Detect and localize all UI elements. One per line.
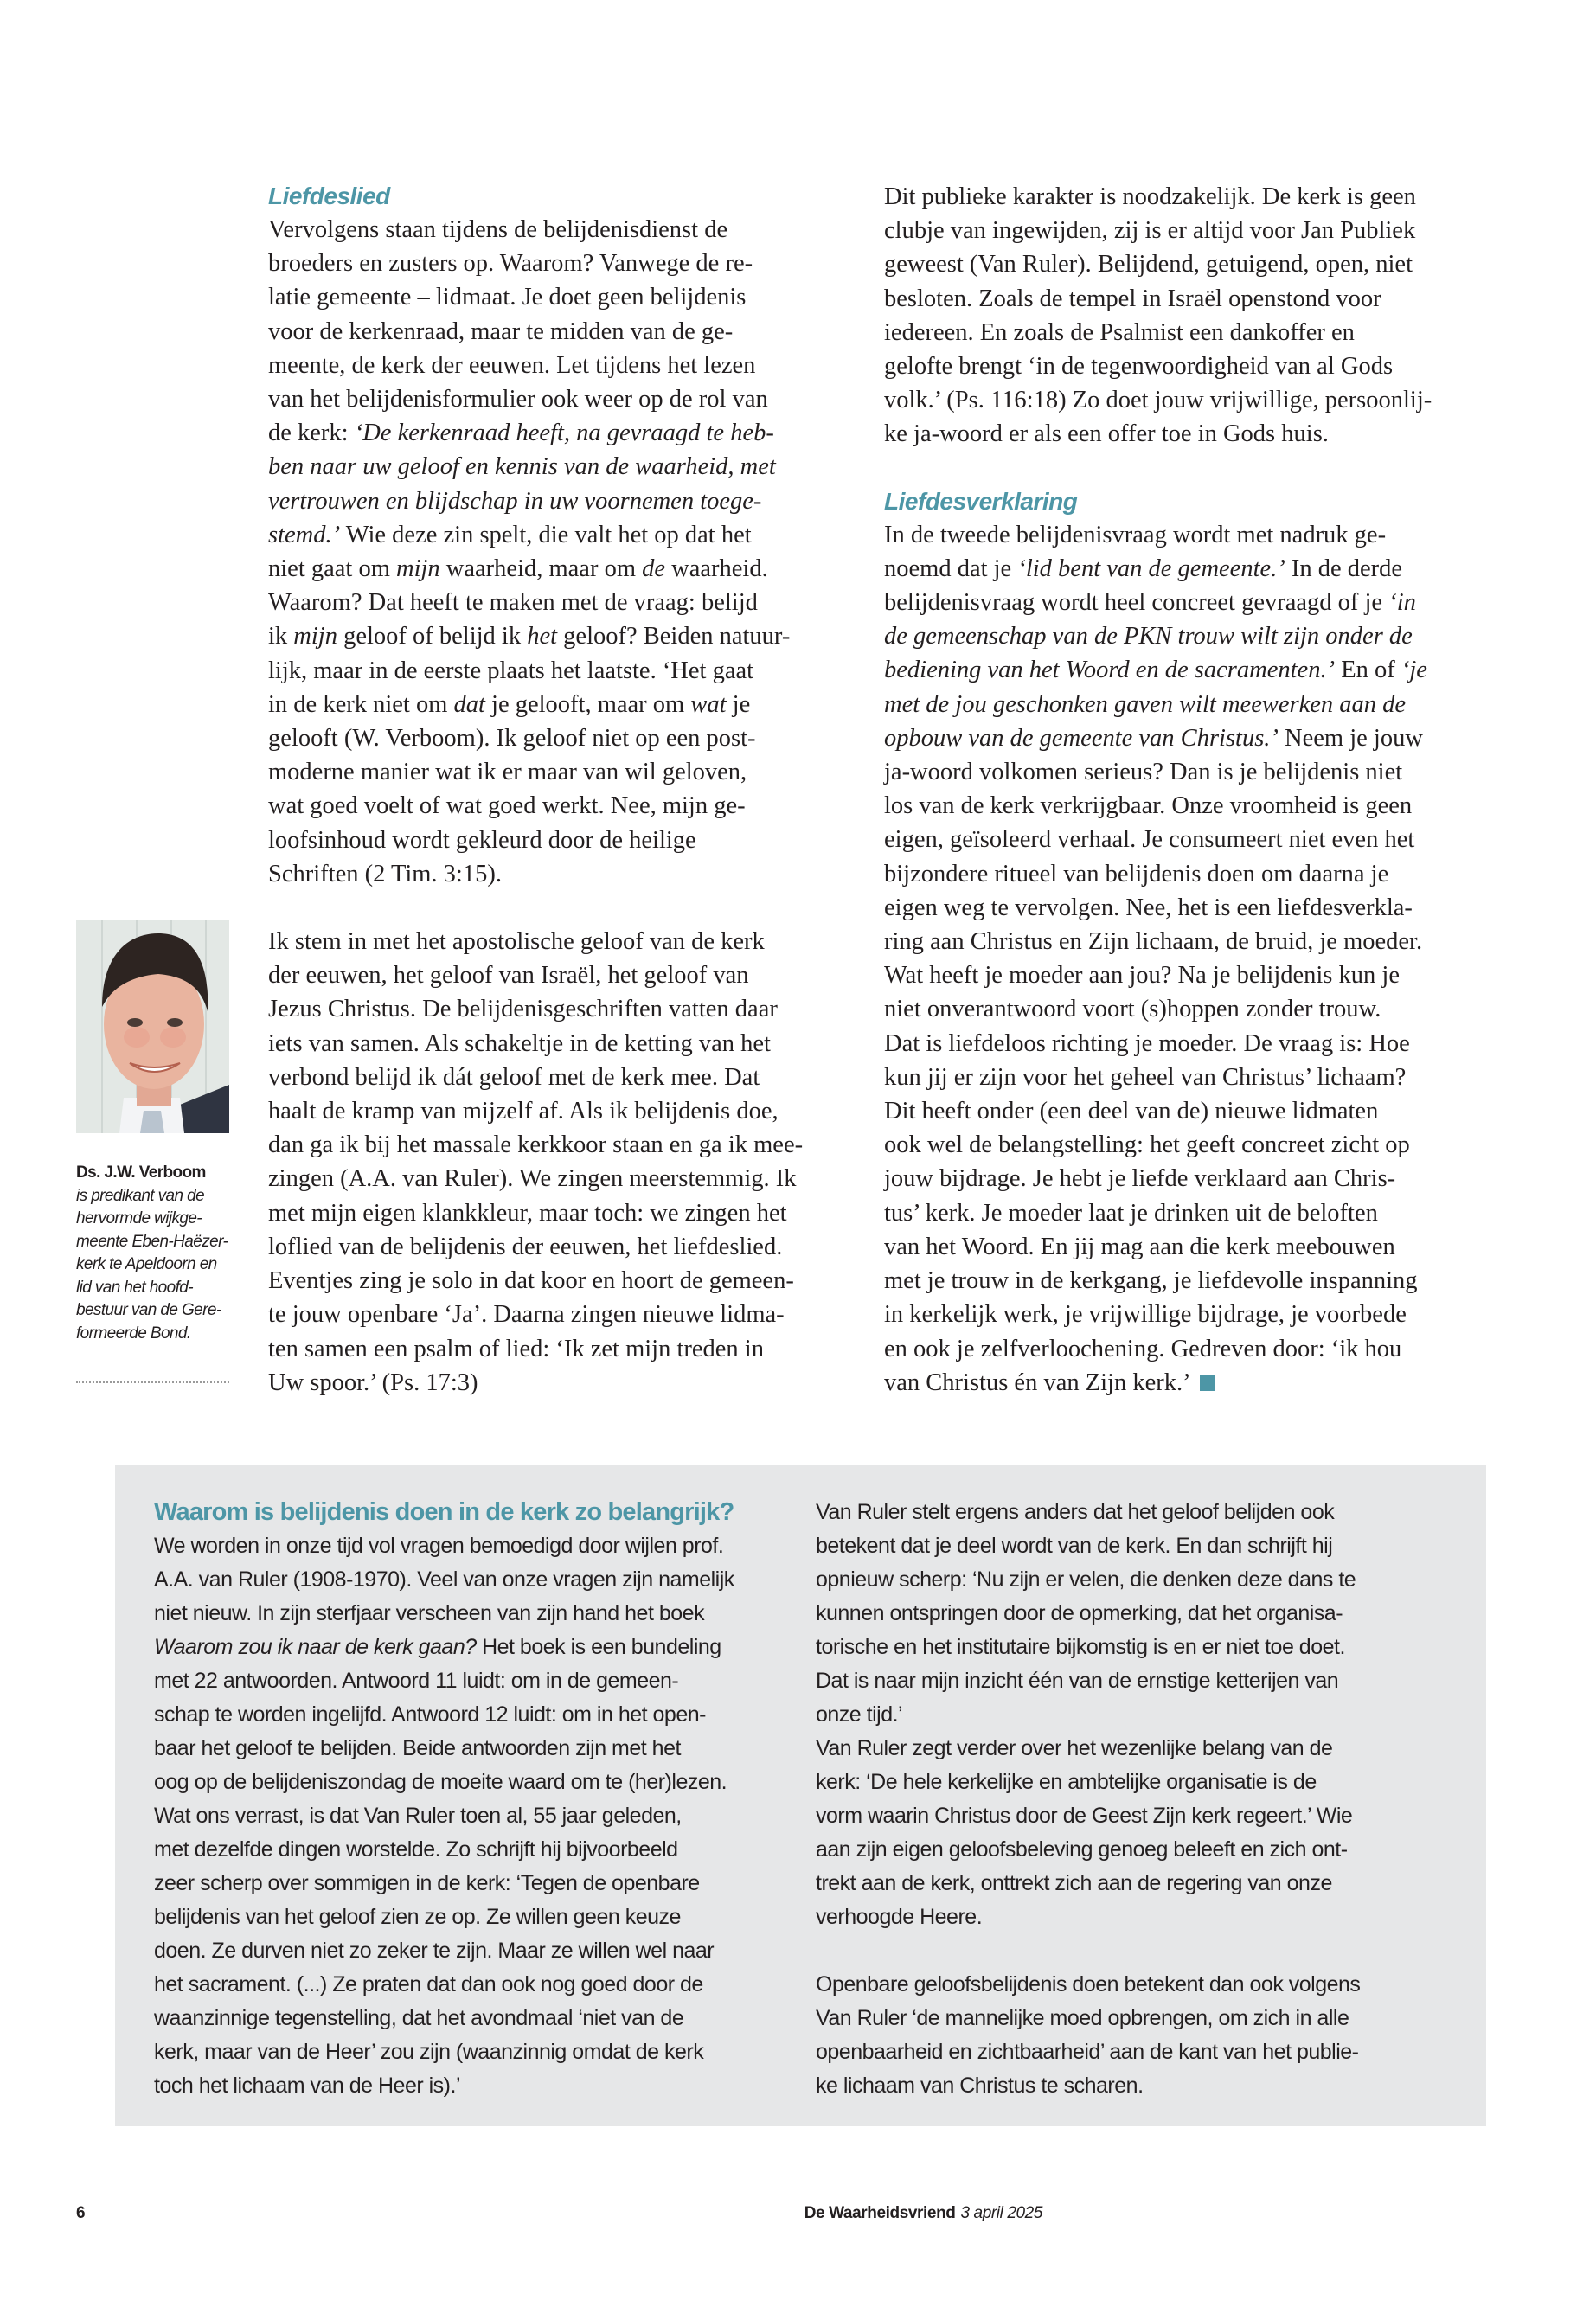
text-segment: belijdenisvraag wordt heel concreet gevraagd of je <box>884 589 1389 617</box>
text-segment: met je trouw in de kerkgang, je liefdevolle inspanning <box>884 1267 1418 1295</box>
text-line <box>154 1732 794 1766</box>
text-segment: ja-woord volkomen serieus? Dan is je belijdenis niet <box>884 759 1403 786</box>
page-number: 6 <box>76 2204 86 2222</box>
text-line <box>154 1934 794 1968</box>
text-line <box>154 1529 794 1563</box>
text-line <box>268 416 848 450</box>
text-segment: waarheid, maar om <box>439 555 643 583</box>
section-heading-liefdesverklaring: Liefdesverklaring <box>884 487 1078 515</box>
text-segment: je <box>726 690 751 718</box>
text-line <box>268 857 848 891</box>
text-line <box>268 382 848 416</box>
text-segment: wat goed voelt of wat goed werkt. Nee, mijn ge- <box>268 792 746 820</box>
text-line <box>268 450 848 484</box>
text-line <box>884 992 1464 1026</box>
text-segment: noemd dat je <box>884 554 1018 582</box>
text-line <box>154 1631 794 1664</box>
text-line: zingen (A.A. van Ruler). We zingen meerstemmig. Ik <box>268 1165 797 1193</box>
sidebar-box-title: Waarom is belijdenis doen in de kerk zo belangrijk? <box>154 1498 734 1526</box>
text-line <box>884 1027 1464 1061</box>
text-line: onze tijd.’ <box>816 1702 903 1727</box>
section-heading-liefdeslied: Liefdeslied <box>268 183 390 209</box>
text-line <box>884 653 1464 687</box>
text-line: volk.’ (Ps. 116:18) Zo doet jouw vrijwillige, persoonlij- <box>884 387 1433 414</box>
text-line <box>154 2002 794 2035</box>
text-segment: los van de kerk verkrijgbaar. Onze vroomheid is geen <box>884 792 1413 820</box>
text-segment: eigen weg te vervolgen. Nee, het is een liefdesverkla- <box>884 894 1413 921</box>
text-line <box>884 688 1464 721</box>
text-segment: waanzinnige tegenstelling, dat het avondmaal ‘niet van de <box>154 2006 684 2030</box>
sidebar-box <box>115 1465 1486 2126</box>
text-line <box>154 1900 794 1934</box>
paragraph-gap <box>816 1934 1456 1968</box>
text-segment: en ook je zelfverloochening. Gedreven door: ‘ik hou <box>884 1335 1402 1362</box>
text-line <box>154 1597 794 1631</box>
text-line <box>268 552 848 586</box>
text-line <box>884 857 1464 891</box>
text-line: Van Ruler stelt ergens anders dat het geloof belijden ook <box>816 1500 1335 1524</box>
text-segment: belijdenis van het geloof zien ze op. Ze willen geen keuze <box>154 1905 681 1929</box>
text-line: loflied van de belijdenis der eeuwen, het liefdeslied. <box>268 1233 783 1260</box>
text-line: Openbare geloofsbelijdenis doen betekent dan ook volgens <box>816 1972 1361 1997</box>
italic-text: dat <box>453 690 485 718</box>
text-segment: Wat ons verrast, is dat Van Ruler toen al, 55 jaar geleden, <box>154 1804 682 1828</box>
text-line: besloten. Zoals de tempel in Israël openstond voor <box>884 285 1381 312</box>
text-line <box>884 1094 1464 1128</box>
text-line: Van Ruler zegt verder over het wezenlijke belang van de <box>816 1736 1333 1760</box>
text-line <box>154 1766 794 1799</box>
text-line <box>884 518 1464 552</box>
text-segment: eigen, geïsoleerd verhaal. Je consumeert niet even het <box>884 826 1415 854</box>
text-segment: tus’ kerk. Je moeder laat je drinken uit de beloften <box>884 1199 1378 1227</box>
text-line: kunnen ontspringen door de opmerking, dat het organisa- <box>816 1601 1343 1625</box>
text-line: verhoogde Heere. <box>816 1905 983 1929</box>
text-line <box>268 789 848 823</box>
text-segment: loofsinhoud wordt gekleurd door de heilige <box>268 826 696 854</box>
text-line <box>268 518 848 552</box>
sidebar-box-paragraph-2 <box>816 1496 1456 1934</box>
text-segment: toch het lichaam van de Heer is).’ <box>154 2073 461 2098</box>
sidebar-box-paragraph-3 <box>816 1968 1456 2103</box>
text-segment: van Christus én van Zijn kerk.’ <box>884 1368 1191 1396</box>
text-line: is predikant van de <box>76 1186 205 1205</box>
italic-text: opbouw van de gemeente van Christus.’ <box>884 724 1279 752</box>
text-line: Jezus Christus. De belijdenisgeschriften vatten daar <box>268 996 778 1023</box>
text-segment: Het boek is een bundeling <box>476 1635 721 1659</box>
text-line: Uw spoor.’ (Ps. 17:3) <box>268 1368 478 1396</box>
text-segment: jouw bijdrage. Je hebt je liefde verklaard aan Chris- <box>884 1165 1396 1193</box>
text-line: Dat is naar mijn inzicht één van de ernstige ketterijen van <box>816 1669 1339 1693</box>
text-segment: baar het geloof te belijden. Beide antwoorden zijn met het <box>154 1736 681 1760</box>
text-segment: In de tweede belijdenisvraag wordt met nadruk ge- <box>884 521 1387 548</box>
italic-text: bediening van het Woord en de sacramenten.’ <box>884 657 1336 684</box>
text-segment: meente, de kerk der eeuwen. Let tijdens het lezen <box>268 351 756 379</box>
text-segment: Vervolgens staan tijdens de belijdenisdienst de <box>268 216 728 243</box>
text-line <box>884 755 1464 789</box>
italic-text: de <box>642 555 666 583</box>
text-line <box>884 552 1464 586</box>
text-line: openbaarheid en zichtbaarheid’ aan de kant van het publie- <box>816 2040 1359 2064</box>
magazine-name: De Waarheidsvriend <box>804 2204 956 2222</box>
text-line <box>268 349 848 382</box>
text-line: aan zijn eigen geloofsbeleving genoeg beleeft en zich ont- <box>816 1837 1348 1862</box>
text-line: betekent dat je deel wordt van de kerk. En dan schrijft hij <box>816 1534 1333 1558</box>
italic-text: mijn <box>396 555 440 583</box>
text-line: Ik stem in met het apostolische geloof van de kerk <box>268 928 765 956</box>
text-line <box>884 958 1464 992</box>
text-line <box>154 2035 794 2069</box>
text-line <box>884 891 1464 925</box>
text-line <box>884 1128 1464 1162</box>
text-segment: Waarom? Dat heeft te maken met de vraag: belijd <box>268 589 758 617</box>
text-segment: Dit heeft onder (een deel van de) nieuwe lidmaten <box>884 1098 1379 1125</box>
text-segment: de kerk: <box>268 420 355 447</box>
text-line: opnieuw scherp: ‘Nu zijn er velen, die denken deze dans te <box>816 1567 1356 1592</box>
text-line: dan ga ik bij het massale kerkkoor staan en ga ik mee- <box>268 1131 804 1159</box>
text-line <box>268 755 848 789</box>
sidebar-box-left-column <box>154 1496 794 2103</box>
text-segment: moderne manier wat ik er maar van wil geloven, <box>268 759 747 786</box>
article-left-column <box>268 180 848 1400</box>
text-line: Eventjes zing je solo in dat koor en hoort de gemeen- <box>268 1267 794 1295</box>
text-line: ten samen een psalm of lied: ‘Ik zet mijn treden in <box>268 1335 764 1362</box>
text-segment: doen. Ze durven niet zo zeker te zijn. Maar ze willen wel naar <box>154 1939 715 1963</box>
text-line <box>884 1230 1464 1264</box>
text-line <box>884 619 1464 653</box>
text-line: Van Ruler ‘de mannelijke moed opbrengen, om zich in alle <box>816 2006 1349 2030</box>
text-segment: schap te worden ingelijfd. Antwoord 12 luidt: om in het open- <box>154 1702 706 1727</box>
text-line <box>268 247 848 280</box>
italic-text: ben naar uw geloof en kennis van de waarheid, met <box>268 453 776 481</box>
text-line <box>884 823 1464 856</box>
text-segment: je gelooft, maar om <box>484 690 691 718</box>
italic-text: ‘in <box>1388 589 1416 617</box>
text-line: hervormde wijkge- <box>76 1209 202 1227</box>
text-line: gelofte brengt ‘in de tegenwoordigheid van al Gods <box>884 353 1394 381</box>
article-right-column <box>884 180 1464 1400</box>
text-line: iets van samen. Als schakeltje in de ketting van het <box>268 1029 771 1057</box>
italic-text: Waarom zou ik naar de kerk gaan? <box>154 1635 477 1659</box>
text-segment: broeders en zusters op. Waarom? Vanwege de re- <box>268 250 753 278</box>
author-photo <box>76 920 229 1133</box>
text-segment: Dat is liefdeloos richting je moeder. De vraag is: Hoe <box>884 1029 1410 1057</box>
text-line <box>154 1799 794 1833</box>
italic-text: wat <box>690 690 727 718</box>
text-line: te jouw openbare ‘Ja’. Daarna zingen nieuwe lidma- <box>268 1301 785 1329</box>
text-line: iedereen. En zoals de Psalmist een dankoffer en <box>884 318 1355 346</box>
text-line: haalt de kramp van mijzelf af. Als ik belijdenis doe, <box>268 1098 779 1125</box>
text-line: der eeuwen, het geloof van Israël, het geloof van <box>268 962 749 990</box>
text-line <box>884 1366 1464 1400</box>
text-line: clubje van ingewijden, zij is er altijd voor Jan Publiek <box>884 217 1416 245</box>
text-line: torische en het institutaire bijkomstig is en er niet toe doet. <box>816 1635 1345 1659</box>
text-segment: in kerkelijk werk, je vrijwillige bijdrage, je voorbede <box>884 1301 1407 1329</box>
text-line <box>268 315 848 349</box>
text-line: meente Eben-Haëzer- <box>76 1232 228 1251</box>
text-line: verbond belijd ik dát geloof met de kerk mee. Dat <box>268 1063 760 1091</box>
text-segment: We worden in onze tijd vol vragen bemoedigd door wijlen prof. <box>154 1534 724 1558</box>
text-segment: geloof of belijd ik <box>337 623 528 651</box>
paragraph-liefdeslied-1 <box>268 213 848 891</box>
text-segment: met 22 antwoorden. Antwoord 11 luidt: om in de gemeen- <box>154 1669 679 1693</box>
text-line <box>268 824 848 857</box>
italic-text: mijn <box>293 623 337 651</box>
italic-text: het <box>527 623 558 651</box>
text-line: formeerde Bond. <box>76 1324 191 1343</box>
text-line: lid van het hoofd- <box>76 1278 193 1297</box>
italic-text: de gemeenschap van de PKN trouw wilt zijn onder de <box>884 623 1413 651</box>
italic-text: met de jou geschonken gaven wilt meewerken aan de <box>884 690 1407 718</box>
text-line <box>154 1867 794 1900</box>
text-segment: niet nieuw. In zijn sterfjaar verscheen van zijn hand het boek <box>154 1601 705 1625</box>
text-line <box>154 1664 794 1698</box>
text-line <box>154 1698 794 1732</box>
text-segment: lijk, maar in de eerste plaats het laatste. ‘Het gaat <box>268 657 754 684</box>
text-line <box>884 789 1464 823</box>
text-line <box>884 721 1464 755</box>
text-line <box>268 688 848 721</box>
text-line: geweest (Van Ruler). Belijdend, getuigend, open, niet <box>884 251 1413 279</box>
text-line <box>268 654 848 688</box>
text-segment: gelooft (W. Verboom). Ik geloof niet op een post- <box>268 725 756 753</box>
text-line: kerk: ‘De hele kerkelijke en ambtelijke organisatie is de <box>816 1770 1317 1794</box>
sidebar-box-right-column <box>816 1496 1456 2103</box>
text-segment: met dezelfde dingen worstelde. Zo schrijft hij bijvoorbeeld <box>154 1837 678 1862</box>
text-segment: waarheid. <box>665 555 768 583</box>
text-line: kerk te Apeldoorn en <box>76 1255 217 1273</box>
text-line <box>268 586 848 619</box>
text-line <box>884 1162 1464 1195</box>
text-segment: oog op de belijdeniszondag de moeite waard om te (her)lezen. <box>154 1770 727 1794</box>
italic-text: ‘De kerkenraad heeft, na gevraagd te heb- <box>354 420 774 447</box>
text-line <box>154 1833 794 1867</box>
portrait-illustration <box>76 920 229 1133</box>
text-segment: Wie deze zin spelt, die valt het op dat het <box>340 521 752 548</box>
author-name: Ds. J.W. Verboom <box>76 1163 206 1182</box>
sidebar-box-paragraph-1 <box>154 1529 794 2103</box>
text-line: ke ja-woord er als een offer toe in Gods huis. <box>884 420 1329 448</box>
italic-text: ‘lid bent van de gemeente.’ <box>1017 554 1285 582</box>
text-line <box>154 2069 794 2103</box>
text-segment: A.A. van Ruler (1908-1970). Veel van onze vragen zijn namelijk <box>154 1567 734 1592</box>
text-line: trekt aan de kerk, onttrekt zich aan de regering van onze <box>816 1871 1332 1895</box>
text-segment: In de derde <box>1285 554 1403 582</box>
text-line <box>884 1196 1464 1230</box>
text-line: vorm waarin Christus door de Geest Zijn kerk regeert.’ Wie <box>816 1804 1353 1828</box>
text-line: Dit publieke karakter is noodzakelijk. De kerk is geen <box>884 183 1416 210</box>
text-segment: latie gemeente – lidmaat. Je doet geen belijdenis <box>268 284 747 311</box>
text-segment: bijzondere ritueel van belijdenis doen om daarna je <box>884 860 1389 888</box>
paragraph-publiek-karakter <box>884 180 1464 452</box>
text-line <box>884 1332 1464 1366</box>
text-segment: zeer scherp over sommigen in de kerk: ‘Tegen de openbare <box>154 1871 700 1895</box>
text-line <box>884 586 1464 619</box>
text-line <box>884 1264 1464 1298</box>
text-segment: kun jij er zijn voor het geheel van Christus’ lichaam? <box>884 1063 1407 1091</box>
end-of-article-square-icon <box>1200 1375 1215 1391</box>
text-segment: Schriften (2 Tim. 3:15). <box>268 860 502 888</box>
text-line <box>268 280 848 314</box>
text-line <box>268 721 848 755</box>
text-segment: Neem je jouw <box>1278 724 1423 752</box>
italic-text: stemd.’ <box>268 521 341 548</box>
text-segment: van het belijdenisformulier ook weer op de rol van <box>268 386 768 413</box>
text-line <box>884 925 1464 958</box>
italic-text: ‘je <box>1401 657 1427 684</box>
issue-date: 3 april 2025 <box>960 2204 1042 2222</box>
author-bio <box>76 1185 229 1346</box>
text-segment: het sacrament. (...) Ze praten dat dan ook nog goed door de <box>154 1972 703 1997</box>
text-line <box>268 213 848 247</box>
text-line <box>268 619 848 653</box>
text-line <box>884 1061 1464 1094</box>
text-segment: geloof? Beiden natuur- <box>557 623 791 651</box>
text-segment: ik <box>268 623 294 651</box>
text-segment: in de kerk niet om <box>268 690 454 718</box>
text-line <box>884 1298 1464 1331</box>
text-line <box>268 484 848 518</box>
paragraph-liefdeslied-2 <box>268 925 848 1400</box>
text-segment: ook wel de belangstelling: het geeft concreet zicht op <box>884 1131 1410 1159</box>
author-caption <box>76 1162 229 1345</box>
text-line: met mijn eigen klankkleur, maar toch: we zingen het <box>268 1199 787 1227</box>
caption-divider <box>76 1381 229 1383</box>
text-line: bestuur van de Gere- <box>76 1301 221 1319</box>
text-segment: Wat heeft je moeder aan jou? Na je belijdenis kun je <box>884 962 1400 990</box>
text-segment: van het Woord. En jij mag aan die kerk meebouwen <box>884 1233 1395 1260</box>
text-segment: voor de kerkenraad, maar te midden van de ge- <box>268 317 734 345</box>
text-line <box>154 1563 794 1597</box>
text-line <box>154 1968 794 2002</box>
text-segment: niet onverantwoord voort (s)hoppen zonder trouw. <box>884 996 1381 1023</box>
text-segment: kerk, maar van de Heer’ zou zijn (waanzinnig omdat de kerk <box>154 2040 704 2064</box>
text-segment: En of <box>1335 657 1401 684</box>
text-segment: niet gaat om <box>268 555 396 583</box>
text-line: ke lichaam van Christus te scharen. <box>816 2073 1144 2098</box>
italic-text: vertrouwen en blijdschap in uw voornemen toege- <box>268 487 762 515</box>
text-segment: ring aan Christus en Zijn lichaam, de bruid, je moeder. <box>884 928 1423 956</box>
publication-footer <box>350 2204 1042 2223</box>
paragraph-liefdesverklaring <box>884 518 1464 1400</box>
